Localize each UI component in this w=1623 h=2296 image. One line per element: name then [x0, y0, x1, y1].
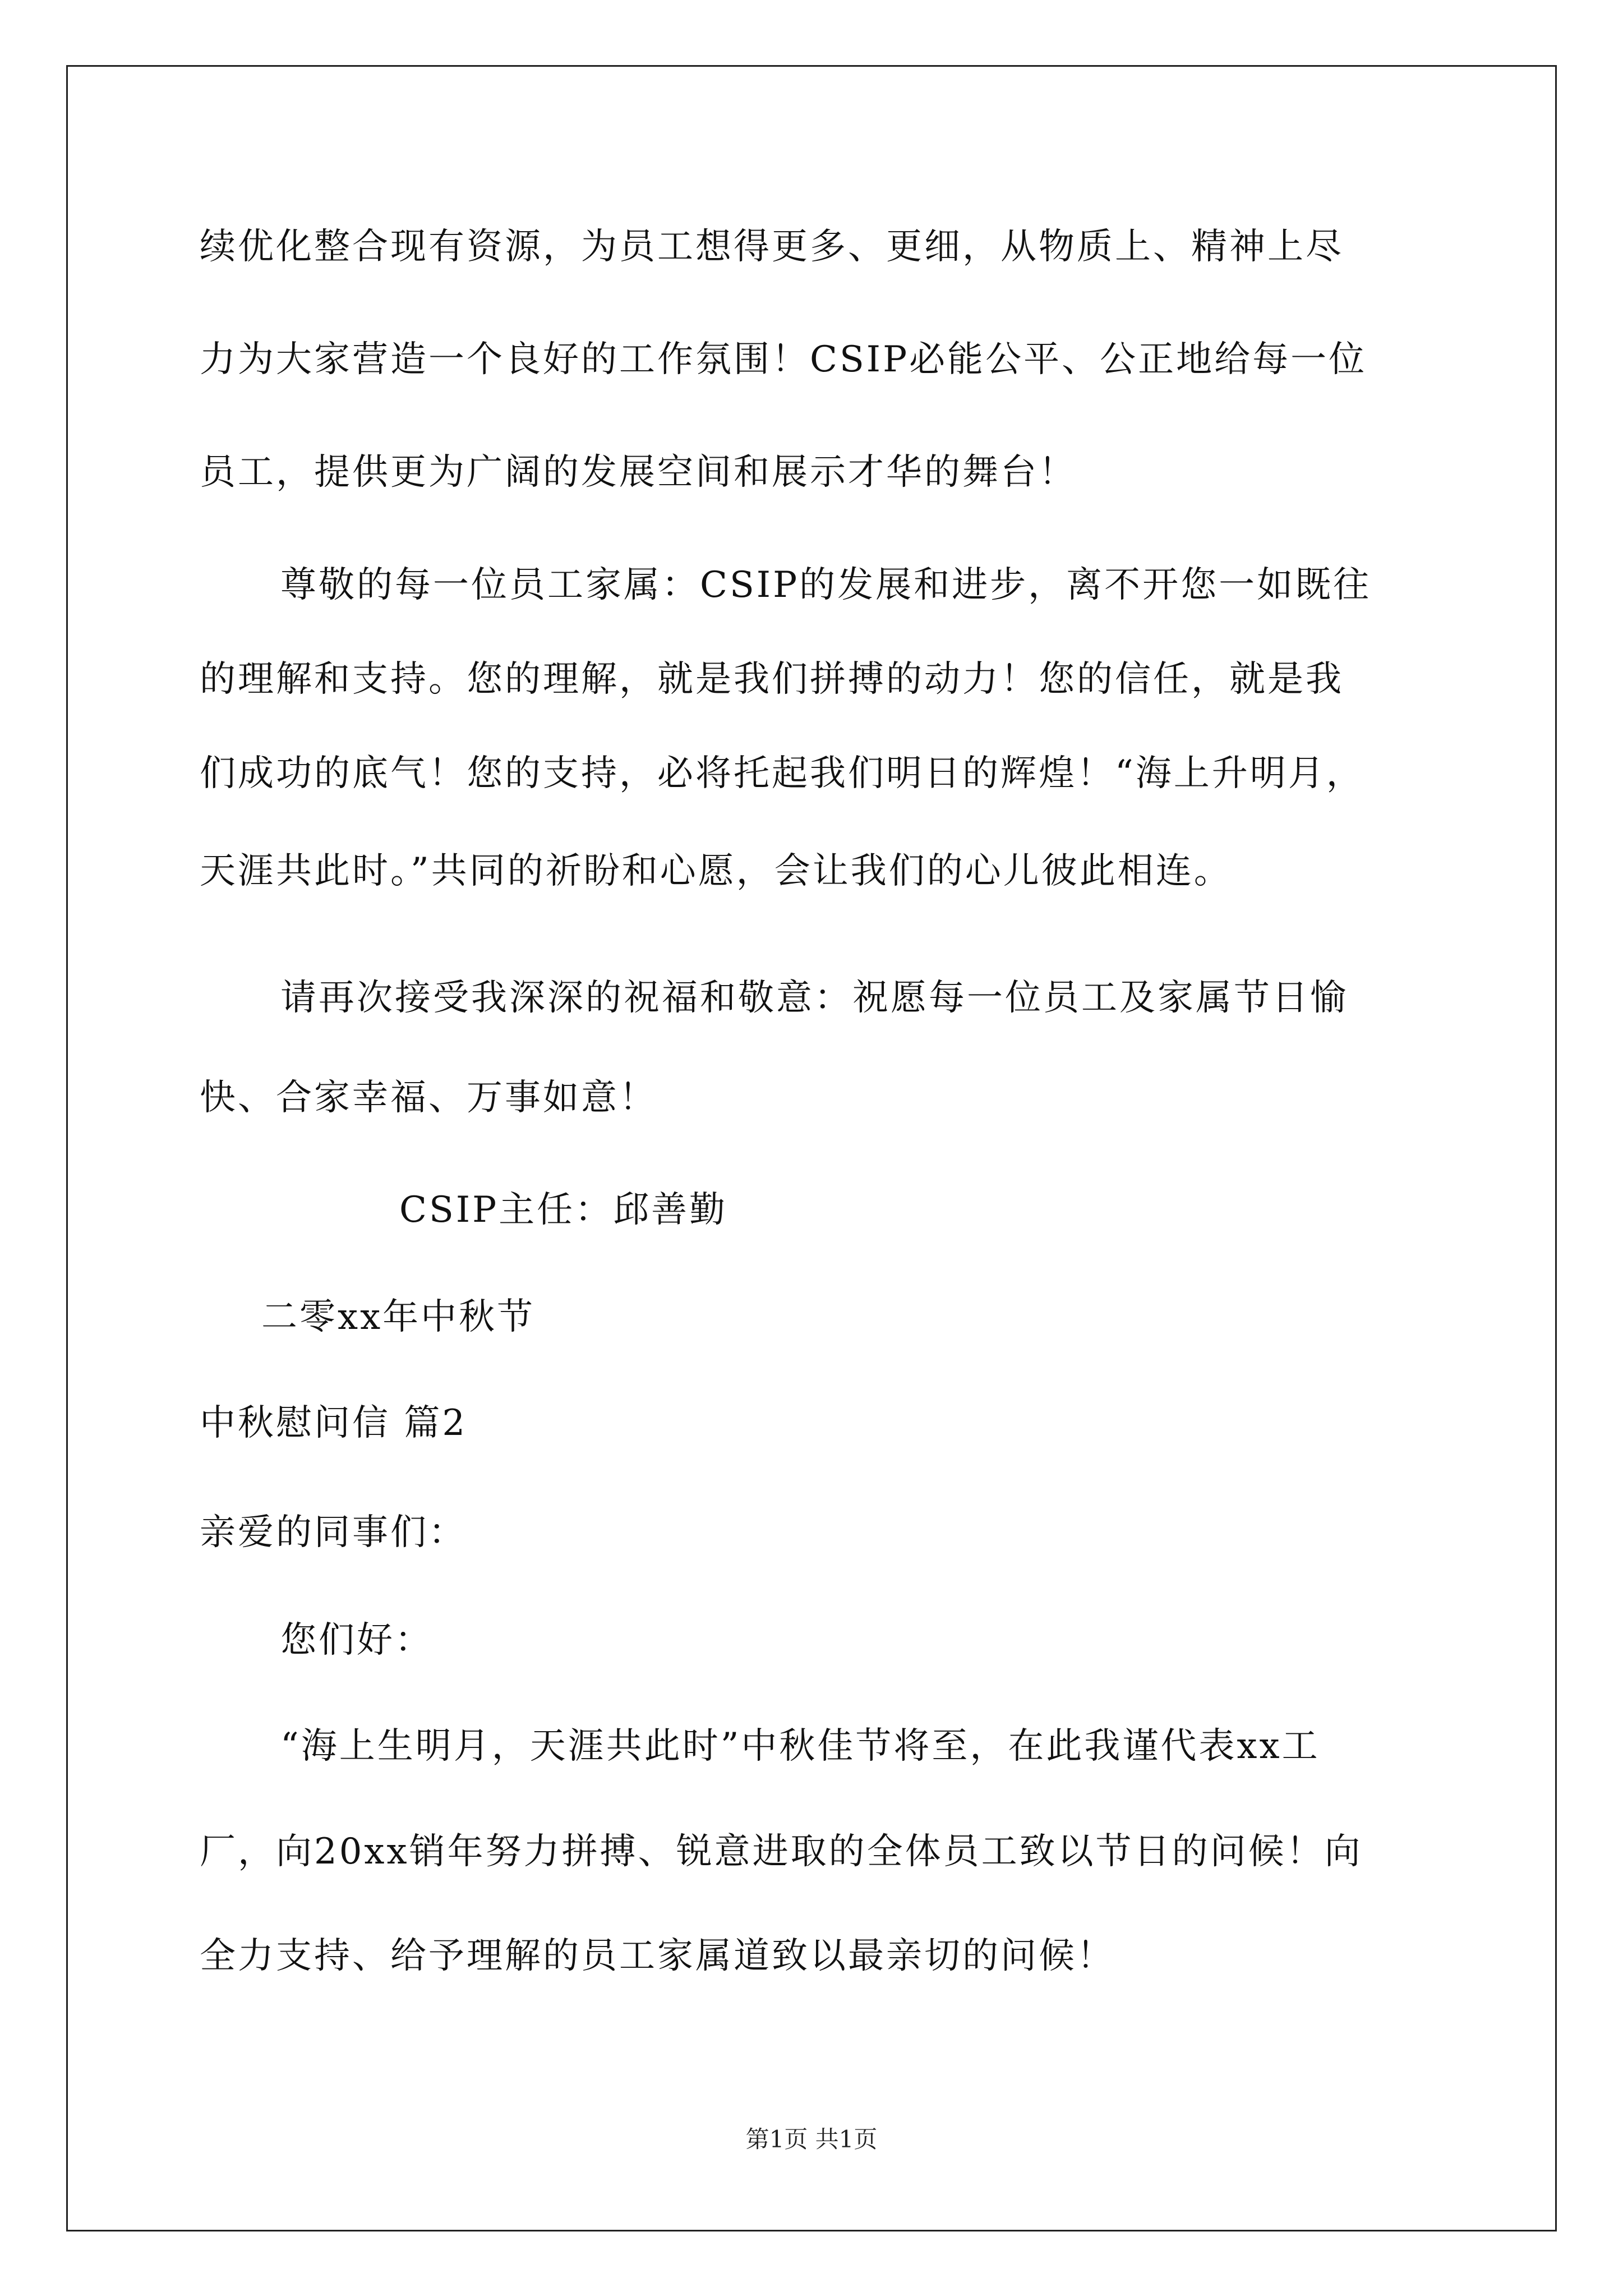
- paragraph-start: 尊敬的每一位员工家属：CSIP的发展和进步，离不开您一如既往: [280, 564, 1372, 606]
- salutation: 亲爱的同事们：: [200, 1512, 467, 1553]
- body-line: 天涯共此时。”共同的祈盼和心愿，会让我们的心儿彼此相连。: [200, 850, 1232, 892]
- paragraph-start: “海上生明月，天涯共此时”中秋佳节将至，在此我谨代表xx工: [280, 1726, 1320, 1767]
- body-line: 们成功的底气！您的支持，必将托起我们明日的辉煌！“海上升明月，: [200, 753, 1364, 794]
- body-line: 快、合家幸福、万事如意！: [200, 1077, 657, 1119]
- section-heading: 中秋慰问信 篇2: [200, 1402, 468, 1444]
- body-line: 员工，提供更为广阔的发展空间和展示才华的舞台！: [200, 452, 1077, 493]
- body-line: 力为大家营造一个良好的工作氛围！CSIP必能公平、公正地给每一位: [200, 339, 1367, 380]
- paragraph-start: 请再次接受我深深的祝福和敬意：祝愿每一位员工及家属节日愉: [280, 977, 1348, 1019]
- body-line: 的理解和支持。您的理解，就是我们拼搏的动力！您的信任，就是我: [200, 659, 1344, 700]
- greeting: 您们好：: [280, 1619, 433, 1661]
- page-footer: 第1页 共1页: [745, 2125, 878, 2153]
- body-line: 续优化整合现有资源，为员工想得更多、更细，从物质上、精神上尽: [200, 226, 1344, 268]
- date-line: 二零xx年中秋节: [261, 1296, 536, 1338]
- body-line: 厂，向20xx销年努力拼搏、锐意进取的全体员工致以节日的问候！向: [200, 1831, 1363, 1872]
- page-border: [66, 65, 1557, 2231]
- body-line: 全力支持、给予理解的员工家属道致以最亲切的问候！: [200, 1935, 1115, 1977]
- signature-line: CSIP主任：邱善勤: [399, 1189, 728, 1231]
